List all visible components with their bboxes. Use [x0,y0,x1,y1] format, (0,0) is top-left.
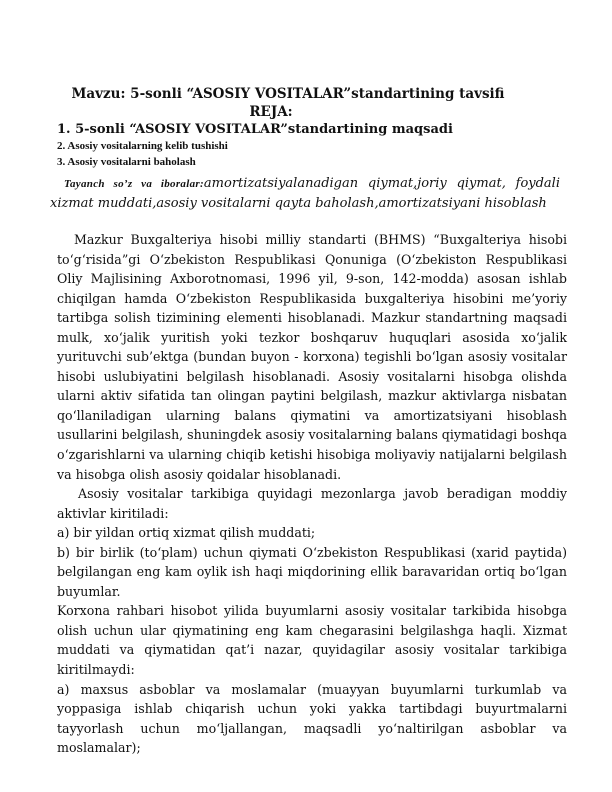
plan-item-3: 3. Asosiy vositalarni baholash [57,156,196,168]
page-title-text: Mavzu: 5-sonli “ASOSIY VOSITALAR”standartining tavsifi [71,86,505,102]
body-text [57,230,567,758]
list-item: b) bir birlik (to‘plam) uchun qiymati O‘zbekiston Respublikasi (xarid paytida) belgilangan eng kam oylik ish haqi miqdorining ellik baravaridan ortiq bo‘lgan buyumlar. [57,544,567,599]
paragraph: Asosiy vositalar tarkibiga quyidagi mezonlarga javob beradigan moddiy aktivlar kiritiladi: [57,486,567,521]
plan-item-2: 2. Asosiy vositalarning kelib tushishi [57,140,228,152]
keywords-block [50,174,560,213]
plan-list [57,122,577,170]
plan-item-1: 1. 5-sonli “ASOSIY VOSITALAR”standartining maqsadi [57,122,453,137]
plan-heading-text: REJA: [249,104,293,120]
list-item: a) bir yildan ortiq xizmat qilish muddati; [57,525,316,541]
keywords-label: Tayanch so’z va iboralar: [64,178,204,190]
page-title [0,86,612,102]
paragraph: Korxona rahbari hisobot yilida buyumlarni asosiy vositalar tarkibida hisobga olish uchun ular qiymatining eng kam chegarasini belgilashga haqli. Xizmat muddati va qiymatidan qat’i nazar, quyidagilar asosiy vositalar tarkibiga kiritilmaydi: [57,603,567,678]
plan-heading [0,104,612,120]
paragraph: Mazkur Buxgalteriya hisobi milliy standarti (BHMS) “Buxgalteriya hisobi to‘g‘risida”gi O‘zbekiston Respublikasi Qonuniga (O‘zbekiston Respublikasi Oliy Majlisining Axborotnomasi, 1996 yil, 9-son, 142-modda) asosan ishlab chiqilgan hamda O‘zbekiston Respublikasida buxgalteriya hisobini me’yoriy tartibga solish tizimining elementi hisoblanadi. Mazkur standartning maqsadi mulk, xo‘jalik yuritish yoki tezkor boshqaruv huquqlari asosida xo‘jalik yurituvchi sub’ektga (bundan buyon - korxona) tegishli bo‘lgan asosiy vositalar hisobi uslubiyatini belgilash hisoblanadi. Asosiy vositalarni hisobga olishda ularni aktiv sifatida tan olingan paytini belgilash, mazkur aktivlarga nisbatan qo‘llaniladigan ularning balans qiymatini va amortizatsiyani hisoblash usullarini belgilash, shuningdek asosiy vositalarning balans qiymatidagi boshqa o‘zgarishlarni va ularning chiqib ketishi hisobiga moliyaviy natijalarni belgilash va hisobga olish asosiy qoidalar hisoblanadi. [57,232,567,482]
list-item: a) maxsus asboblar va moslamalar (muayyan buyumlarni turkumlab va yoppasiga ishlab chiqarish uchun yoki yakka tartibdagi buyurtmalarni tayyorlash uchun mo‘ljallangan, maqsadli yo‘naltirilgan asboblar va moslamalar); [57,681,567,756]
keywords-text: amortizatsiyalanadigan qiymat,joriy qiymat, foydali xizmat muddati,asosiy vositalarni qayta baholash,amortizatsiyani hisoblash [50,176,560,211]
